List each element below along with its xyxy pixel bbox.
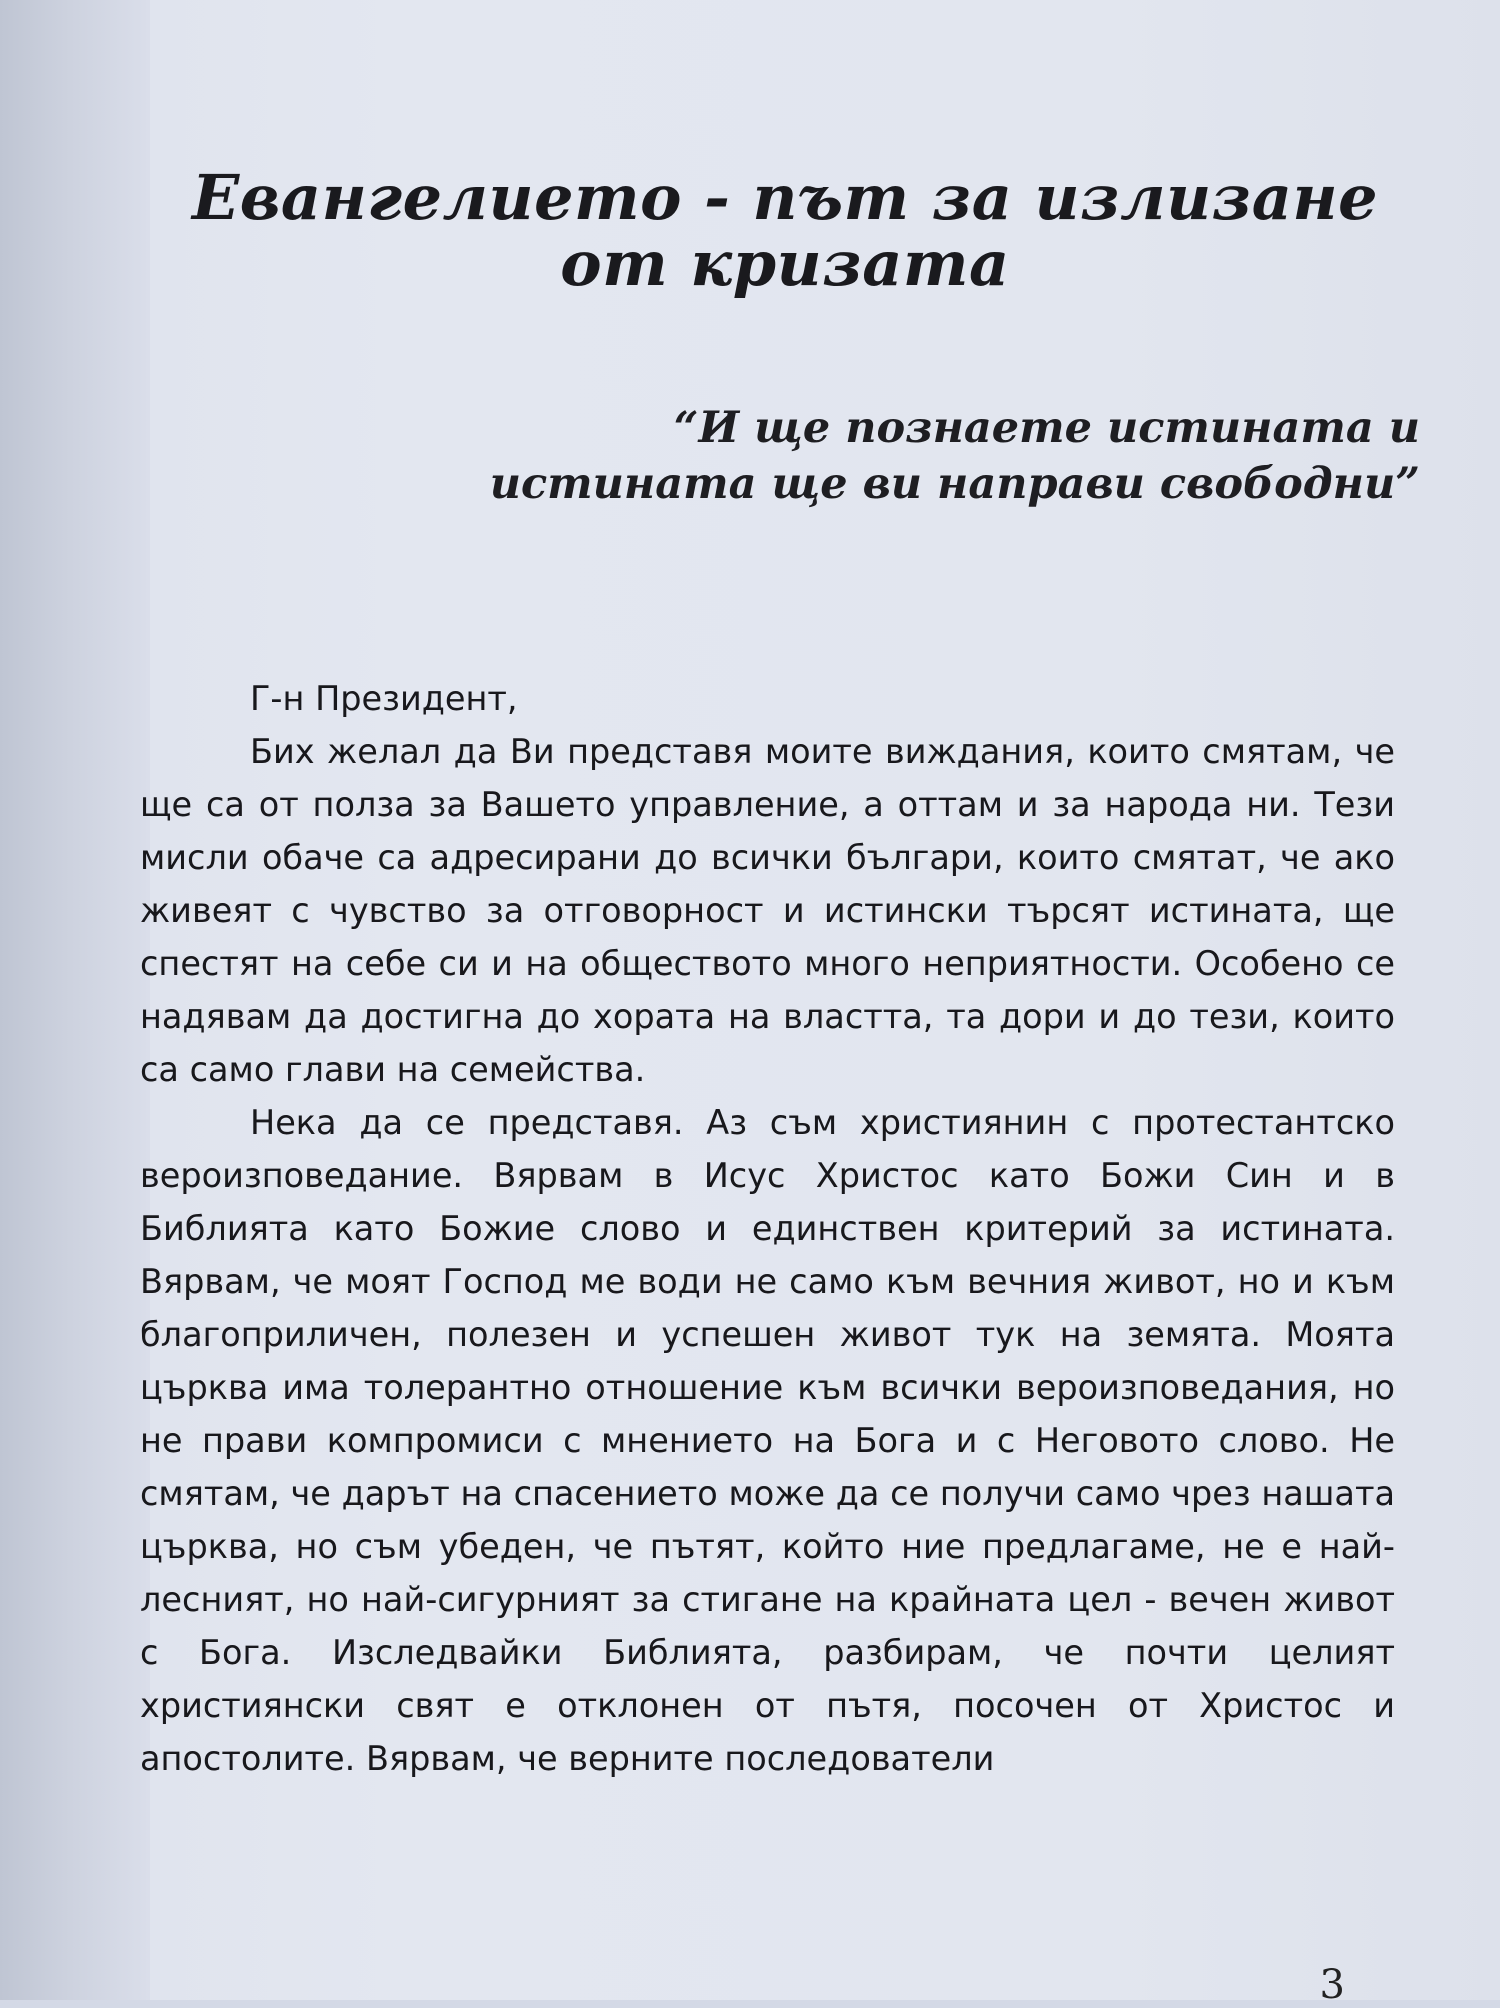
page-gutter: [0, 0, 150, 2000]
body-text: [140, 672, 1395, 1785]
chapter-title: Евангелието - път за излизане от кризата: [191, 161, 1379, 300]
salutation: Г-н Президент,: [250, 679, 518, 718]
paragraph: Бих желал да Ви представя моите виждания, които смятам, че ще са от полза за Вашето управление, а оттам и за народа ни. Тези мисли обаче са адресирани до всички българи, които смятат, че ако живеят с чувство за отговорност и истински търсят истината, ще спестят на себе си и на обществото много неприятности. Особено се надявам да достигна до хората на властта, та дори и до тези, които са само глави на семейства.: [140, 732, 1395, 1089]
paragraph: Нека да се представя. Аз съм християнин с протестантско вероизповедание. Вярвам в Исус Христос като Божи Син и в Библията като Божие слово и единствен критерий за истината. Вярвам, че моят Господ ме води не само към вечния живот, но и към благоприличен, полезен и успешен живот тук на земята. Моята църква има толерантно отношение към всички вероизповедания, но не прави компромиси с мнението на Бога и с Неговото слово. Не смятам, че дарът на спасението може да се получи само чрез нашата църква, но съм убеден, че пътят, който ние предлагаме, не е най-лесният, но най-сигурният за стигане на крайната цел - вечен живот с Бога. Изследвайки Библията, разбирам, че почти целият християнски свят е отклонен от пътя, посочен от Христос и апостолите. Вярвам, че верните последователи: [140, 1103, 1395, 1778]
epigraph-quote: “И ще познаете истината и истината ще ви направи свободни”: [489, 403, 1420, 509]
page-number: 3: [1319, 1962, 1345, 2008]
book-page: [130, 0, 1420, 2008]
